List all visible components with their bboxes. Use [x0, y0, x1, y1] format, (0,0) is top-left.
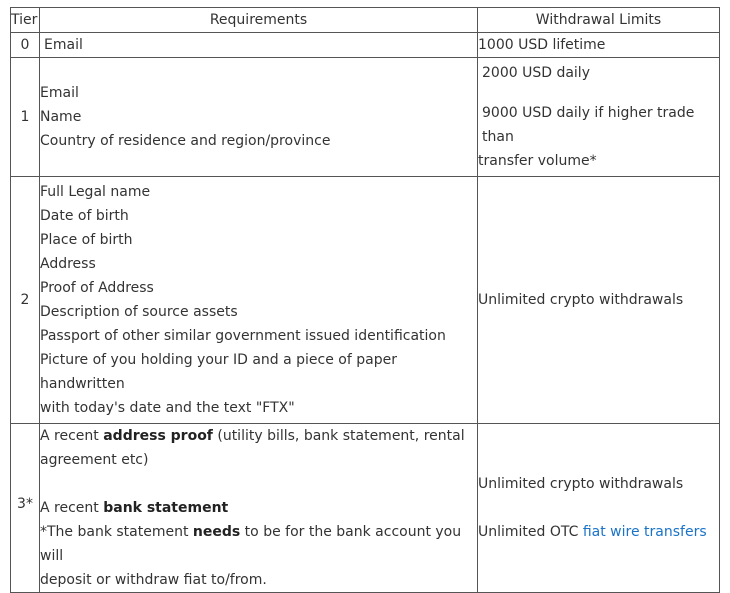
limits-cell	[478, 177, 720, 424]
spacer	[40, 472, 477, 496]
text-fragment: A recent	[40, 500, 104, 516]
requirement-item: Name	[40, 109, 82, 125]
limit-item: 9000 USD daily if higher trade than	[482, 105, 695, 145]
requirement-item: Country of residence and region/province	[40, 133, 331, 149]
emphasis-address-proof: address proof	[103, 428, 213, 444]
text-fragment: A recent	[40, 428, 104, 444]
table-row-tier-3	[11, 424, 720, 593]
tier-table	[10, 7, 720, 593]
header-requirements: Requirements	[40, 8, 478, 33]
spacer	[478, 85, 719, 101]
requirement-item: Address	[40, 256, 96, 272]
text-fragment: Unlimited OTC	[478, 524, 583, 540]
tier-cell	[11, 424, 40, 593]
tier-cell: 0	[11, 33, 40, 58]
tier-label: 3*	[17, 496, 33, 512]
requirement-item: Email	[40, 85, 79, 101]
requirement-item: Email	[44, 37, 83, 53]
limit-otc	[478, 520, 719, 544]
requirements-cell	[40, 58, 478, 177]
requirements-cell	[40, 424, 478, 593]
table-header-row	[11, 8, 720, 33]
limit-item: Unlimited crypto withdrawals	[478, 292, 684, 308]
limit-item: Unlimited crypto withdrawals	[478, 476, 684, 492]
requirement-item: with today's date and the text "FTX"	[40, 400, 295, 416]
table-row-tier-2	[11, 177, 720, 424]
table-row-tier-1	[11, 58, 720, 177]
limit-item: 1000 USD lifetime	[478, 37, 606, 53]
requirement-item: agreement etc)	[40, 452, 149, 468]
requirement-item: Picture of you holding your ID and a piece of paper handwritten	[40, 352, 397, 392]
limit-item: 2000 USD daily	[482, 65, 590, 81]
header-withdrawal-limits: Withdrawal Limits	[478, 8, 720, 33]
requirement-note	[40, 520, 477, 568]
emphasis-bank-statement: bank statement	[103, 500, 229, 516]
text-fragment: (utility bills, bank statement, rental	[212, 428, 465, 444]
requirement-address-proof	[40, 424, 477, 448]
table-row-tier-0	[11, 33, 720, 58]
limit-item: transfer volume*	[478, 153, 597, 169]
requirement-item: Date of birth	[40, 208, 129, 224]
requirement-bank-statement	[40, 496, 477, 520]
emphasis-needs: needs	[192, 524, 241, 540]
spacer	[478, 496, 719, 520]
requirement-item: Proof of Address	[40, 280, 154, 296]
requirement-item: Full Legal name	[40, 184, 151, 200]
requirement-item: deposit or withdraw fiat to/from.	[40, 572, 267, 588]
requirements-cell	[40, 33, 478, 58]
tier-cell: 2	[11, 177, 40, 424]
requirement-item: Passport of other similar government issued identification	[40, 328, 446, 344]
tier-cell: 1	[11, 58, 40, 177]
requirement-item: Description of source assets	[40, 304, 238, 320]
requirements-cell	[40, 177, 478, 424]
header-tier: Tier	[11, 8, 40, 33]
limits-cell	[478, 58, 720, 177]
text-fragment: to be for the bank account you will	[40, 524, 462, 564]
requirement-item: Place of birth	[40, 232, 133, 248]
limits-cell	[478, 33, 720, 58]
limits-cell	[478, 424, 720, 593]
text-fragment: *The bank statement	[40, 524, 193, 540]
fiat-wire-transfers-link[interactable]: fiat wire transfers	[582, 524, 707, 540]
